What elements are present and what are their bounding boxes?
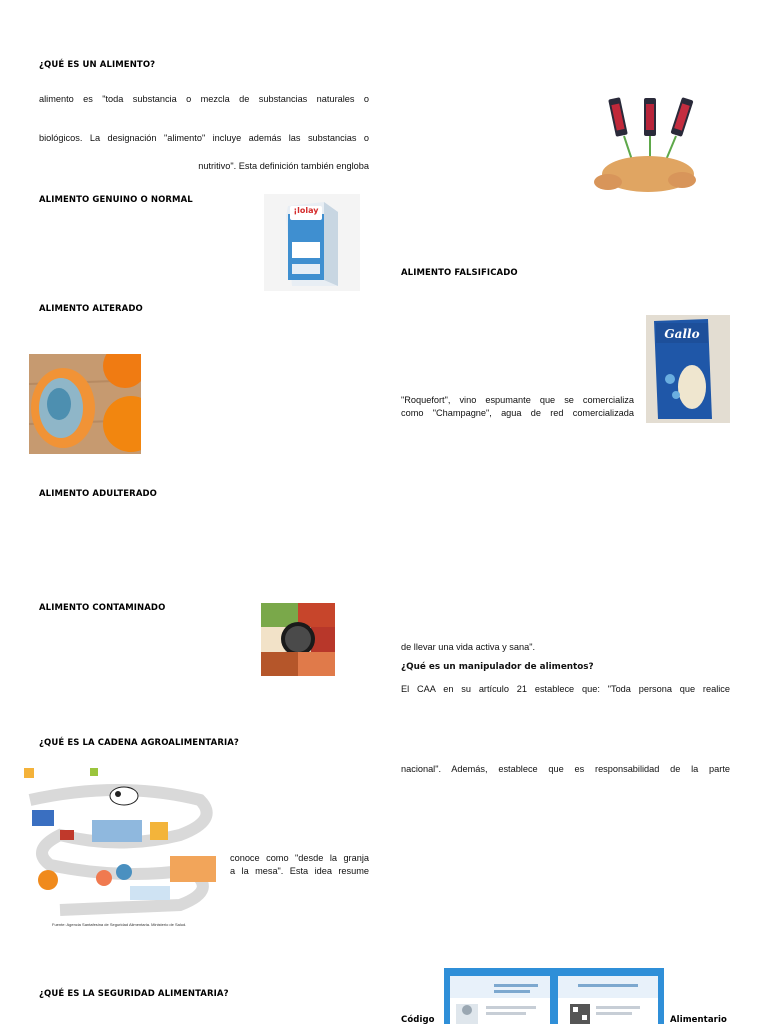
cadena-text-line-2: a la mesa". Esta idea resume: [230, 866, 369, 876]
rice-bag-brand-label: Gallo: [664, 327, 700, 341]
manipulador-text-line-1: El CAA en su artículo 21 establece que: "Toda persona que realice: [401, 684, 730, 694]
heading-manipulador-alimentos: ¿Qué es un manipulador de alimentos?: [401, 662, 594, 672]
heading-alimento-adulterado: ALIMENTO ADULTERADO: [39, 489, 157, 499]
agrifood-chain-illustration: [20, 760, 224, 930]
alimento-definition-line-2: biológicos. La designación "alimento" incluye además las substancias o: [39, 133, 369, 143]
contaminated-food-collage-image: [261, 603, 335, 676]
carton-brand-label: ¡lolay: [293, 206, 319, 215]
illustration-source-caption: Fuente: Agencia Santafesina de Seguridad Alimentaria. Ministerio de Salud.: [52, 922, 187, 927]
moldy-orange-image: [29, 354, 141, 454]
rice-bag-image: [646, 315, 730, 423]
heading-seguridad-alimentaria: ¿QUÉ ES LA SEGURIDAD ALIMENTARIA?: [39, 989, 229, 999]
heading-cadena-agroalimentaria: ¿QUÉ ES LA CADENA AGROALIMENTARIA?: [39, 738, 239, 748]
cadena-text-line-1: conoce como "desde la granja: [230, 853, 369, 863]
milk-carton-image: [264, 194, 360, 291]
alimentario-label: Alimentario: [670, 1015, 727, 1025]
manipulador-text-line-2: nacional". Además, establece que es responsabilidad de la parte: [401, 764, 730, 774]
falsificado-text-line-2: como "Champagne", agua de red comercializada: [401, 408, 634, 418]
vida-activa-text: de llevar una vida activa y sana".: [401, 642, 536, 652]
injected-chicken-image: [572, 94, 728, 195]
heading-que-es-alimento: ¿QUÉ ES UN ALIMENTO?: [39, 60, 156, 70]
heading-alimento-falsificado: ALIMENTO FALSIFICADO: [401, 268, 518, 278]
heading-alimento-alterado: ALIMENTO ALTERADO: [39, 304, 143, 314]
heading-alimento-genuino: ALIMENTO GENUINO O NORMAL: [39, 195, 193, 205]
food-handler-card-image: [444, 968, 664, 1024]
alimento-definition-line-1: alimento es "toda substancia o mezcla de substancias naturales o: [39, 94, 369, 104]
heading-alimento-contaminado: ALIMENTO CONTAMINADO: [39, 603, 166, 613]
alimento-definition-line-3: nutritivo". Esta definición también engloba: [198, 161, 369, 171]
codigo-label: Código: [401, 1015, 435, 1025]
falsificado-text-line-1: "Roquefort", vino espumante que se comercializa: [401, 395, 634, 405]
